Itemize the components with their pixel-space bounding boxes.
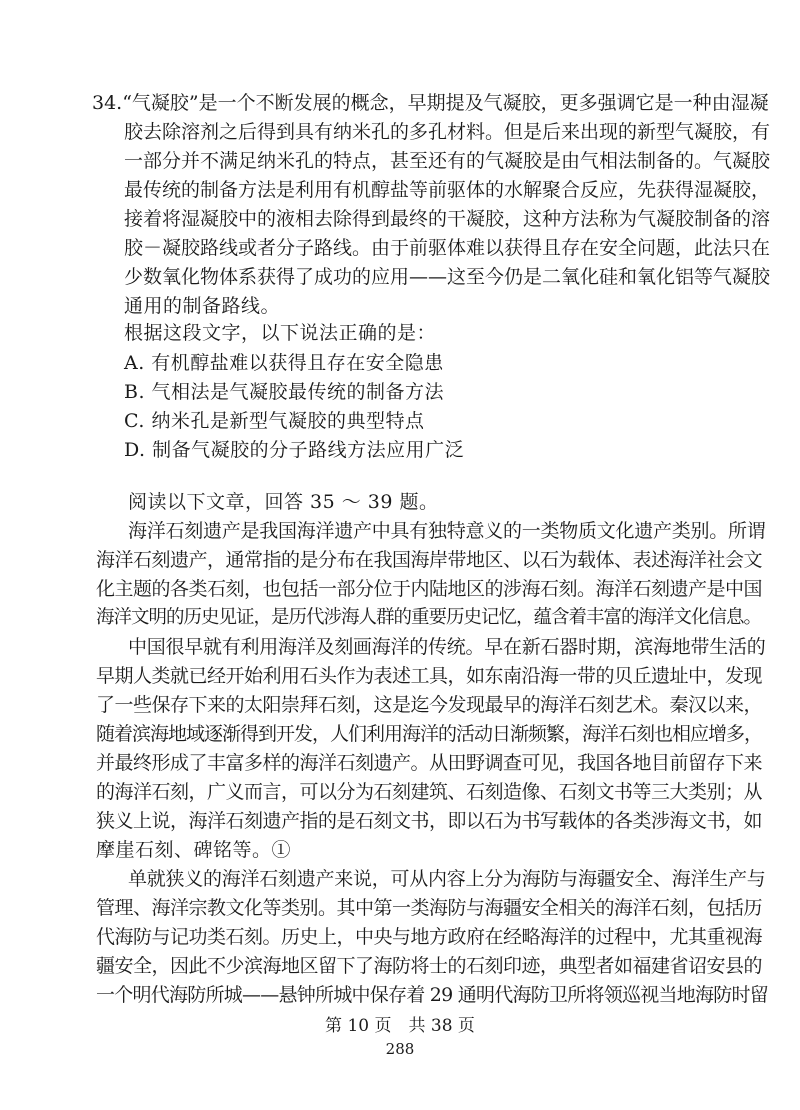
passage-line: 并最终形成了丰富多样的海洋石刻遗产。从田野调查可见，我国各地目前留存下来 — [96, 752, 763, 774]
passage-line: 代海防与记功类石刻。历史上，中央与地方政府在经略海洋的过程中，尤其重视海 — [96, 926, 763, 948]
question-stem-line: 少数氧化物体系获得了成功的应用——这至今仍是二氧化硅和氧化铝等气凝胶 — [124, 266, 771, 288]
passage-line: 单就狭义的海洋石刻遗产来说，可从内容上分为海防与海疆安全、海洋生产与 — [128, 868, 766, 890]
passage-line: 疆安全，因此不少滨海地区留下了海防将士的石刻印迹，典型者如福建省诏安县的 — [96, 955, 763, 977]
passage-line: 海洋文明的历史见证，是历代涉海人群的重要历史记忆，蕴含着丰富的海洋文化信息。 — [96, 607, 762, 628]
passage-line: 海洋石刻遗产，通常指的是分布在我国海岸带地区、以石为载体、表述海洋社会文 — [96, 549, 763, 571]
passage-line: 海洋石刻遗产是我国海洋遗产中具有独特意义的一类物质文化遗产类别。所谓 — [128, 520, 766, 542]
option-c: C. 纳米孔是新型气凝胶的典型特点 — [124, 410, 425, 432]
question-stem-line: “气凝胶”是一个不断发展的概念，早期提及气凝胶，更多强调它是一种由湿凝 — [122, 92, 769, 114]
passage-line: 摩崖石刻、碑铭等。① — [96, 839, 292, 861]
option-d: D. 制备气凝胶的分子路线方法应用广泛 — [124, 439, 465, 461]
passage-line: 一个明代海防所城——悬钟所城中保存着 29 通明代海防卫所将领巡视当地海防时留 — [96, 984, 769, 1006]
question-stem-line: 接着将湿凝胶中的液相去除得到最终的干凝胶，这种方法称为气凝胶制备的溶 — [124, 208, 771, 230]
page-footer-label: 第 10 页 共 38 页 — [325, 1016, 475, 1036]
passage-line: 的海洋石刻，广义而言，可以分为石刻建筑、石刻造像、石刻文书等三大类别；从 — [96, 781, 763, 803]
question-stem-line: 最传统的制备方法是利用有机醇盐等前驱体的水解聚合反应，先获得湿凝胶， — [124, 179, 771, 201]
passage-line: 管理、海洋宗教文化等类别。其中第一类海防与海疆安全相关的海洋石刻，包括历 — [96, 897, 763, 919]
question-stem-line: 一部分并不满足纳米孔的特点，甚至还有的气凝胶是由气相法制备的。气凝胶 — [124, 150, 771, 172]
option-b: B. 气相法是气凝胶最传统的制备方法 — [124, 381, 445, 403]
passage-line: 化主题的各类石刻，也包括一部分位于内陆地区的涉海石刻。海洋石刻遗产是中国 — [96, 578, 763, 600]
reading-instruction: 阅读以下文章，回答 35 ～ 39 题。 — [128, 491, 439, 513]
passage-line: 随着滨海地域逐渐得到开发，人们利用海洋的活动日渐频繁，海洋石刻也相应增多， — [96, 723, 763, 745]
option-a: A. 有机醇盐难以获得且存在安全隐患 — [124, 352, 444, 374]
question-number: 34. — [92, 92, 123, 114]
question-first-line — [92, 90, 769, 116]
passage-line: 早期人类就已经开始利用石头作为表述工具，如东南沿海一带的贝丘遗址中，发现 — [96, 665, 763, 687]
question-stem-line: 胶－凝胶路线或者分子路线。由于前驱体难以获得且存在安全问题，此法只在 — [124, 237, 771, 259]
question-prompt: 根据这段文字，以下说法正确的是： — [124, 322, 437, 344]
passage-line: 狭义上说，海洋石刻遗产指的是石刻文书，即以石为书写载体的各类涉海文书，如 — [96, 810, 763, 832]
passage-line: 了一些保存下来的太阳崇拜石刻，这是迄今发现最早的海洋石刻艺术。秦汉以来， — [96, 694, 763, 716]
question-stem-line: 胶去除溶剂之后得到具有纳米孔的多孔材料。但是后来出现的新型气凝胶，有 — [124, 121, 771, 143]
passage-line: 中国很早就有利用海洋及刻画海洋的传统。早在新石器时期，滨海地带生活的 — [128, 636, 766, 658]
page-number: 288 — [385, 1040, 415, 1058]
question-stem-line: 通用的制备路线。 — [124, 295, 281, 317]
